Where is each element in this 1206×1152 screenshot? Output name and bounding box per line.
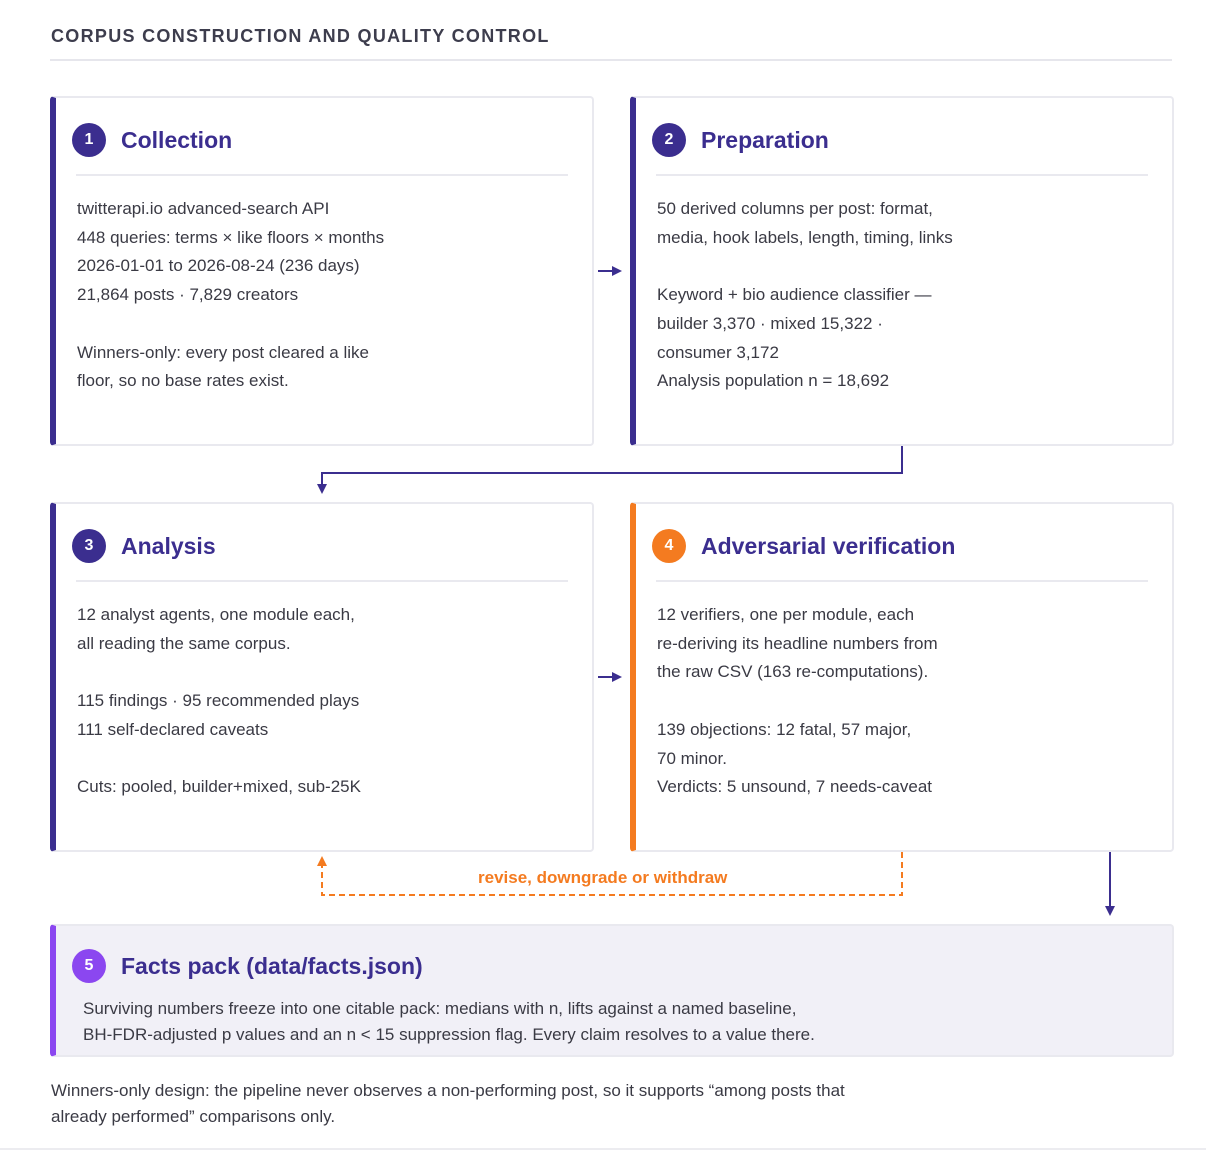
step-title: Preparation — [701, 126, 829, 153]
step-line: 139 objections: 12 fatal, 57 major, — [657, 719, 912, 739]
step-title: Facts pack (data/facts.json) — [121, 952, 423, 979]
step-title: Analysis — [121, 532, 216, 559]
step-line: floor, so no base rates exist. — [77, 371, 289, 391]
step-line: builder 3,370 · mixed 15,322 · — [657, 313, 883, 333]
step-number-badge: 5 — [72, 949, 106, 983]
step-line: twitterapi.io advanced-search API — [77, 199, 330, 218]
step-line: re-deriving its headline numbers from — [657, 633, 938, 653]
section-title: CORPUS CONSTRUCTION AND QUALITY CONTROL — [51, 26, 550, 46]
step-line: 70 minor. — [657, 748, 727, 768]
step-line: 12 verifiers, one per module, each — [657, 605, 915, 624]
bottom-divider — [0, 1148, 1206, 1150]
step-title: Collection — [121, 126, 233, 153]
step-title: Adversarial verification — [701, 532, 956, 559]
step-line: 448 queries: terms × like floors × months — [77, 227, 385, 247]
step-line: media, hook labels, length, timing, links — [657, 227, 953, 247]
step-line: Analysis population n = 18,692 — [657, 371, 890, 391]
step-number-badge: 2 — [652, 123, 686, 157]
feedback-loop-label: revise, downgrade or withdraw — [478, 868, 728, 887]
step-line: 111 self-declared caveats — [77, 719, 269, 739]
footnote-line: already performed” comparisons only. — [51, 1107, 336, 1126]
step-number-badge: 3 — [72, 529, 106, 563]
step-line: Winners-only: every post cleared a like — [77, 342, 369, 362]
facts-line: BH-FDR-adjusted p values and an n < 15 suppression flag. Every claim resolves to a value there. — [83, 1025, 815, 1044]
step-number-badge: 1 — [72, 123, 106, 157]
step-line: all reading the same corpus. — [77, 633, 291, 653]
step-line: 21,864 posts · 7,829 creators — [77, 285, 299, 305]
step-line: consumer 3,172 — [657, 342, 779, 362]
step-line: 50 derived columns per post: format, — [657, 199, 933, 218]
step-line: the raw CSV (163 re-computations). — [657, 662, 929, 682]
step-line: 2026-01-01 to 2026-08-24 (236 days) — [77, 256, 360, 276]
step-line: Cuts: pooled, builder+mixed, sub-25K — [77, 777, 361, 797]
step-line: 12 analyst agents, one module each, — [77, 605, 355, 624]
footnote — [51, 1078, 845, 1130]
arrow-preparation-to-analysis — [322, 446, 902, 492]
step-number-badge: 4 — [652, 529, 686, 563]
step-line: 115 findings · 95 recommended plays — [77, 691, 360, 711]
footnote-line: Winners-only design: the pipeline never observes a non-performing post, so it supports “among posts that — [51, 1081, 845, 1100]
facts-line: Surviving numbers freeze into one citable pack: medians with n, lifts against a named baseline, — [83, 999, 797, 1018]
step-line: Keyword + bio audience classifier — — [657, 285, 932, 305]
step-line: Verdicts: 5 unsound, 7 needs-caveat — [657, 777, 933, 797]
